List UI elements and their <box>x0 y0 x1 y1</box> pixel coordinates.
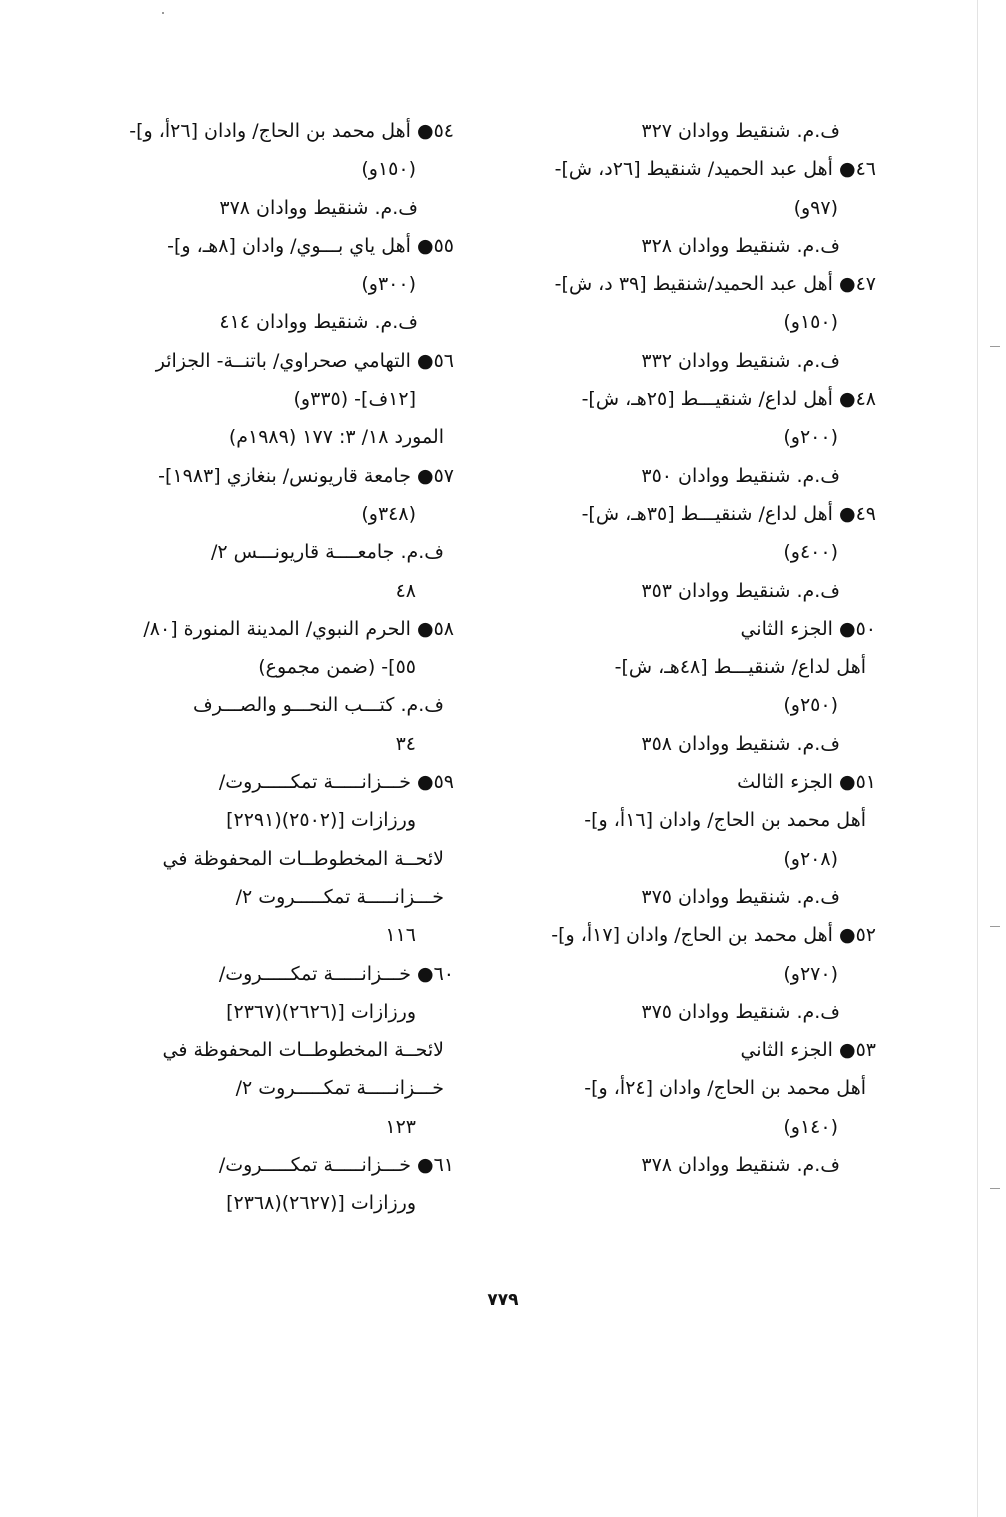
catalog-line: (١٥٠و) <box>783 311 838 334</box>
catalog-line: ٦١● خـــزانـــــة تمكـــــروت/ <box>218 1154 454 1177</box>
catalog-line: (٢٧٠و) <box>783 962 838 985</box>
catalog-line: ٥٥]- (ضمن مجموع) <box>258 656 416 679</box>
catalog-line: [١٢ف]- (٣٣٥و) <box>293 388 416 411</box>
catalog-line: (٣٤٨و) <box>361 502 416 525</box>
catalog-line: ٥٩● خـــزانـــــة تمكـــــروت/ <box>218 771 454 794</box>
catalog-line: ٦٠● خـــزانـــــة تمكـــــروت/ <box>218 962 454 985</box>
catalog-line: ١١٦ <box>385 924 416 947</box>
catalog-line: ٤٧● أهل عبد الحميد/شنقيط [٣٩ د، ش]- <box>554 273 876 296</box>
catalog-line: ف.م. شنقيط ووادان ٣٢٨ <box>641 234 840 257</box>
catalog-line: أهل محمد بن الحاج/ وادان [٢٤أ، و]- <box>584 1077 866 1100</box>
catalog-line: ٥٢● أهل محمد بن الحاج/ وادان [١٧أ، و]- <box>551 924 876 947</box>
catalog-line: ٥٣● الجزء الثاني <box>740 1039 876 1062</box>
catalog-line: (٣٠٠و) <box>361 273 416 296</box>
catalog-line: ف.م. شنقيط ووادان ٣٥٣ <box>641 579 840 602</box>
catalog-line: خـــزانـــــة تمكـــــروت ٢/ <box>235 1077 444 1100</box>
catalog-line: (١٥٠و) <box>361 158 416 181</box>
catalog-column-left <box>102 112 454 1223</box>
catalog-line: ف.م. شنقيط ووادان ٣٣٢ <box>641 349 840 372</box>
catalog-line: أهل لداع/ شنقيـــط [٤٨هـ، ش]- <box>614 656 866 679</box>
scan-edge-mark <box>990 346 1000 347</box>
catalog-line: ف.م. شنقيط ووادان ٣٥٨ <box>641 732 840 755</box>
catalog-line: (١٤٠و) <box>783 1115 838 1138</box>
catalog-line: ف.م. شنقيط ووادان ٣٧٨ <box>641 1154 840 1177</box>
catalog-line: ٤٩● أهل لداع/ شنقيـــط [٣٥هـ، ش]- <box>581 502 876 525</box>
catalog-line: خـــزانـــــة تمكـــــروت ٢/ <box>235 885 444 908</box>
catalog-line: (٩٧و) <box>793 196 838 219</box>
catalog-line: ورزازات [(٢٦٢٦)(٢٣٦٧] <box>226 1000 416 1023</box>
catalog-line: ف.م. شنقيط ووادان ٣٢٧ <box>641 120 840 142</box>
catalog-line: ٥٠● الجزء الثاني <box>740 617 876 640</box>
catalog-line: ف.م. شنقيط ووادان ٣٥٠ <box>641 464 840 487</box>
catalog-line: (٤٠٠و) <box>783 541 838 564</box>
catalog-line: ٥٨● الحرم النبوي/ المدينة المنورة [٨٠/ <box>143 617 454 640</box>
catalog-line: ٥٦● التهامي صحراوي/ باتنــة- الجزائر <box>155 349 454 372</box>
catalog-line: لائحــة المخطوطــات المحفوظة في <box>162 847 444 870</box>
catalog-line: ورزازات [(٢٦٢٧)(٢٣٦٨] <box>226 1192 416 1215</box>
catalog-line: لائحــة المخطوطــات المحفوظة في <box>162 1039 444 1062</box>
catalog-line: ف.م. شنقيط ووادان ٣٧٥ <box>641 1000 840 1023</box>
catalog-line: ٥٥● أهل ياي بـــوي/ وادان [٨هـ، و]- <box>167 234 454 257</box>
catalog-line: ١٢٣ <box>385 1115 416 1138</box>
scan-edge-mark <box>990 1188 1000 1189</box>
catalog-line: ورزازات [(٢٥٠٢)(٢٢٩١] <box>226 809 416 832</box>
catalog-line: ٥٧● جامعة قاريونس/ بنغازي [١٩٨٣]- <box>158 464 454 487</box>
catalog-line: (٢٠٠و) <box>783 426 838 449</box>
catalog-line: ٤٨● أهل لداع/ شنقيـــط [٢٥هـ، ش]- <box>581 388 876 411</box>
catalog-line: ٤٨ <box>395 579 416 602</box>
catalog-line: ف.م. جامعــــة قاريونـــس ٢/ <box>211 541 444 564</box>
catalog-line: ف.م. كتـــب النحـــو والصـــرف <box>193 694 444 717</box>
catalog-line: أهل محمد بن الحاج/ وادان [١٦أ، و]- <box>584 809 866 832</box>
catalog-line: (٢٥٠و) <box>783 694 838 717</box>
catalog-line: ٥٤● أهل محمد بن الحاج/ وادان [٢٦أ، و]- <box>129 120 454 142</box>
catalog-line: ٣٤ <box>395 732 416 755</box>
catalog-line: (٢٠٨و) <box>783 847 838 870</box>
catalog-column-right <box>531 112 876 1184</box>
catalog-line: المورد ١٨/ ٣: ١٧٧ (١٩٨٩م) <box>228 426 444 449</box>
catalog-line: ف.م. شنقيط ووادان ٣٧٥ <box>641 885 840 908</box>
catalog-line: ف.م. شنقيط ووادان ٣٧٨ <box>219 196 418 219</box>
scan-speck <box>162 12 164 14</box>
catalog-line: ٥١● الجزء الثالث <box>737 771 876 794</box>
scan-edge-mark <box>990 926 1000 927</box>
page-number: ٧٧٩ <box>487 1290 519 1310</box>
catalog-line: ٤٦● أهل عبد الحميد/ شنقيط [٢٦د، ش]- <box>554 158 876 181</box>
catalog-line: ف.م. شنقيط ووادان ٤١٤ <box>219 311 418 334</box>
